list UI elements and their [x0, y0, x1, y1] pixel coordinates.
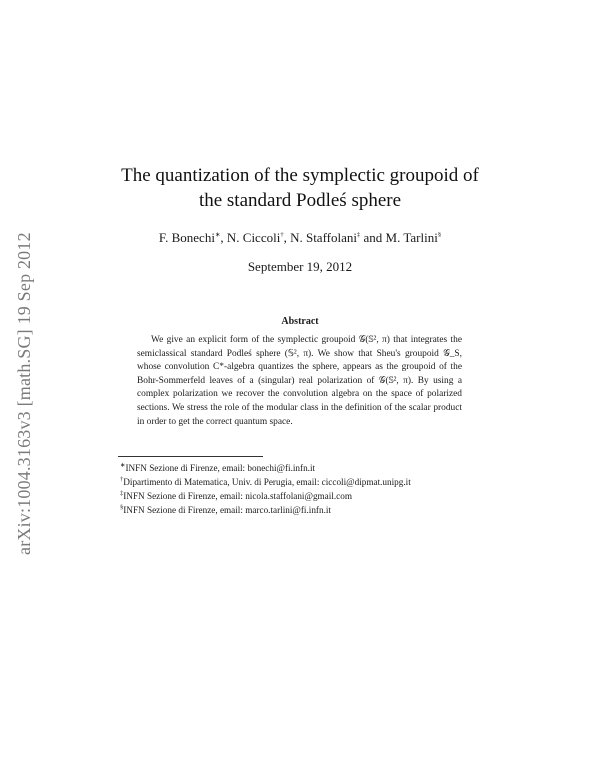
author: M. Tarlini§: [385, 230, 442, 245]
footnote: †Dipartimento di Matematica, Univ. di Perugia, email: ciccoli@dipmat.unipg.it: [120, 476, 411, 488]
paper-title: [90, 163, 510, 213]
author: F. Bonechi∗,: [158, 230, 227, 245]
abstract-text: We give an explicit form of the symplectic groupoid 𝒢(𝕊², π) that integrates the semiclassical standard Podleś sphere (𝕊², π). We show that Sheu's groupoid 𝒢_S, whose convolution C*-algebra quantizes the sphere, appears as the groupoid of the Bohr-Sommerfeld leaves of a (singular) real polarization of 𝒢(𝕊², π). By using a complex polarization we recover the convolution algebra on the space of polarized sections. We stress the role of the modular class in the definition of the scalar product in order to get the correct quantum space.: [137, 335, 462, 427]
footnote: ∗INFN Sezione di Firenze, email: bonechi@fi.infn.it: [120, 462, 316, 474]
arxiv-identifier: arXiv:1004.3163v3 [math.SG] 19 Sep 2012: [14, 232, 34, 555]
title-line-1: The quantization of the symplectic groupoid of: [121, 165, 479, 186]
footnote: ‡INFN Sezione di Firenze, email: nicola.staffolani@gmail.com: [120, 490, 352, 502]
author: N. Staffolani‡ and: [290, 230, 386, 245]
footnote-divider: [118, 456, 263, 457]
footnote: §INFN Sezione di Firenze, email: marco.tarlini@fi.infn.it: [120, 504, 331, 516]
footnotes: [120, 460, 510, 516]
title-line-2: the standard Podleś sphere: [198, 190, 402, 211]
author: N. Ciccoli†,: [226, 230, 291, 245]
author-list: [90, 230, 510, 246]
abstract-heading: Abstract: [281, 316, 319, 327]
paper-date: September 19, 2012: [247, 259, 353, 274]
